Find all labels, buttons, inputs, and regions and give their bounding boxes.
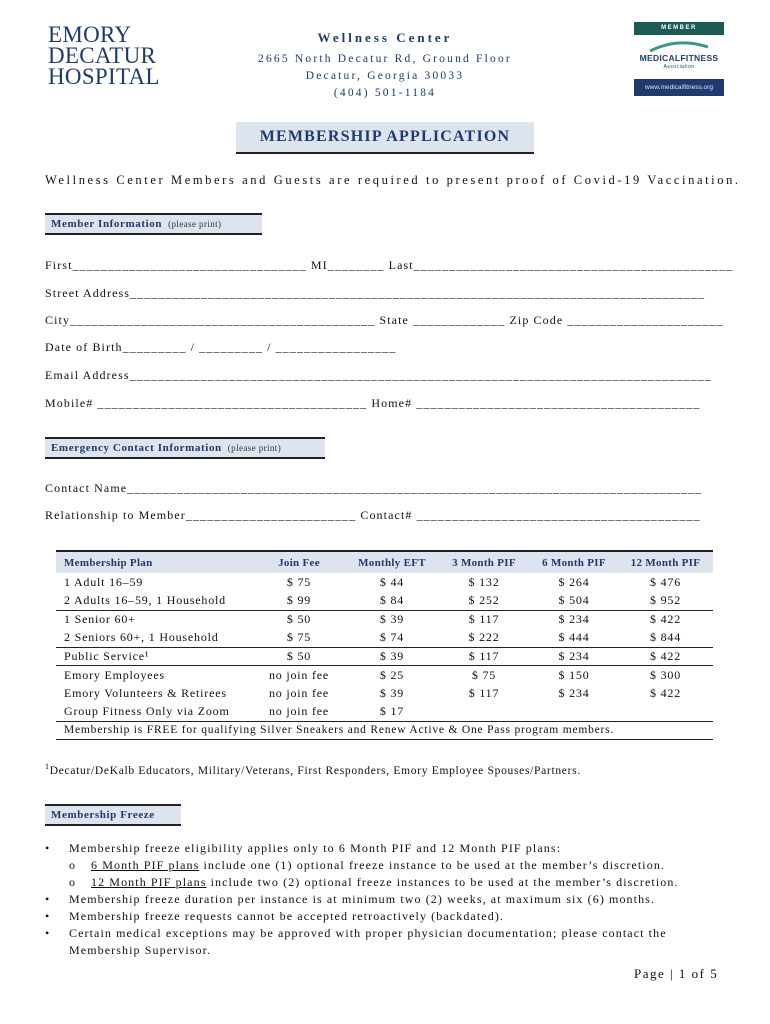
- price-cell: $ 39: [379, 685, 405, 700]
- column-header: Join Fee: [278, 556, 320, 569]
- bullet-icon: •: [45, 892, 51, 906]
- header-phone: (404) 501-1184: [333, 87, 437, 99]
- list-item-text: Membership freeze requests cannot be accepted retroactively (backdated).: [69, 909, 505, 923]
- logo-member-banner: MEMBER: [634, 22, 724, 35]
- header-address-block: [200, 30, 570, 102]
- footnote-mark: 1: [45, 762, 50, 771]
- plan-name-underlined: 12 Month PIF plans: [91, 875, 207, 889]
- circle-bullet-icon: o: [69, 875, 77, 889]
- price-cell: $ 264: [558, 574, 590, 589]
- circle-bullet-icon: o: [69, 858, 77, 872]
- column-header: Membership Plan: [64, 556, 153, 569]
- city-state-zip-field-line[interactable]: City___________________________________________ State _____________ Zip Code ______________________: [45, 313, 724, 327]
- price-cell: $ 234: [558, 612, 590, 626]
- price-cell: $ 39: [379, 612, 405, 626]
- list-item-text: Membership freeze duration per instance is at minimum two (2) weeks, at maximum six (6) months.: [69, 892, 656, 906]
- price-cell: $ 44: [379, 574, 405, 589]
- table-note-row: [56, 721, 713, 740]
- relationship-contact-field-line[interactable]: Relationship to Member________________________ Contact# ________________________________________: [45, 508, 701, 522]
- list-item: [45, 840, 725, 857]
- table-row: [56, 629, 713, 648]
- column-header: Monthly EFT: [358, 556, 426, 569]
- table-row: [56, 666, 713, 685]
- table-header-row: [56, 551, 713, 573]
- price-cell: $ 99: [252, 592, 346, 611]
- price-cell: $ 50: [286, 612, 312, 626]
- price-cell: $ 300: [650, 667, 681, 682]
- section-label-text: Member Information: [51, 218, 163, 230]
- price-cell: $ 422: [618, 647, 713, 666]
- price-cell: $ 117: [438, 647, 530, 666]
- plan-name-cell: 2 Seniors 60+, 1 Household: [56, 629, 252, 648]
- price-cell: $ 444: [530, 629, 618, 648]
- list-item: [45, 908, 725, 925]
- section-member-information: [45, 213, 262, 235]
- price-cell: $ 844: [618, 629, 713, 648]
- list-item: [45, 925, 725, 959]
- price-cell: $ 504: [530, 592, 618, 611]
- phone-field-line[interactable]: Mobile# ______________________________________ Home# ________________________________________: [45, 396, 701, 410]
- price-cell: $ 234: [558, 685, 590, 700]
- price-cell: $ 17: [346, 703, 438, 722]
- sub-item-text: include two (2) optional freeze instances to be used at the member’s discretion.: [206, 875, 679, 889]
- header-address-2: Decatur, Georgia 30033: [305, 70, 465, 82]
- price-cell: $ 75: [286, 574, 312, 589]
- date-of-birth-field-line[interactable]: Date of Birth_________ / _________ / _________________: [45, 340, 397, 354]
- section-hint: (please print): [227, 443, 282, 453]
- plan-name-cell: 1 Adult 16–59: [64, 574, 144, 589]
- price-cell: $ 132: [468, 574, 500, 589]
- plan-name-cell: Public Service¹: [56, 647, 252, 666]
- street-address-field-line[interactable]: Street Address_________________________________________________________________________________: [45, 286, 706, 300]
- plan-name-underlined: 6 Month PIF plans: [91, 858, 200, 872]
- section-emergency-contact: [45, 437, 325, 459]
- header-title: Wellness Center: [317, 30, 453, 45]
- price-cell: $ 476: [650, 574, 681, 589]
- plan-name-cell: Emory Volunteers & Retirees: [64, 685, 227, 700]
- table-row: [56, 684, 713, 703]
- emory-decatur-hospital-logo: [48, 22, 160, 90]
- price-cell: [618, 703, 713, 722]
- list-item-text: Certain medical exceptions may be approved with proper physician documentation; please contact the Membership Supervisor.: [69, 926, 667, 957]
- list-item: [45, 891, 725, 908]
- public-service-footnote: [45, 762, 581, 777]
- price-cell: $ 150: [558, 667, 590, 682]
- price-cell: [530, 703, 618, 722]
- price-cell: $ 422: [650, 612, 681, 626]
- page-title: MEMBERSHIP APPLICATION: [236, 122, 534, 154]
- plan-name-cell: 2 Adults 16–59, 1 Household: [56, 592, 252, 611]
- table-row: [56, 610, 713, 629]
- plan-name-cell: Group Fitness Only via Zoom: [56, 703, 252, 722]
- page-number: Page | 1 of 5: [634, 966, 719, 981]
- footnote-text: Decatur/DeKalb Educators, Military/Veterans, First Responders, Emory Employee Spouses/Partners.: [49, 764, 581, 777]
- plan-name-cell: 1 Senior 60+: [64, 612, 136, 626]
- logo-line-1: EMORY: [48, 22, 132, 47]
- list-item-text: Membership freeze eligibility applies only to 6 Month PIF and 12 Month PIF plans:: [69, 841, 562, 855]
- table-row: [56, 647, 713, 666]
- price-cell: $ 84: [346, 592, 438, 611]
- plan-name-cell: Emory Employees: [64, 667, 165, 682]
- price-cell: $ 75: [471, 667, 497, 682]
- section-label-text: Membership Freeze: [51, 809, 155, 821]
- price-cell: $ 39: [346, 647, 438, 666]
- price-cell: $ 117: [468, 685, 500, 700]
- column-header: 12 Month PIF: [630, 556, 701, 569]
- price-cell: no join fee: [268, 667, 330, 682]
- medical-fitness-logo: [634, 22, 724, 96]
- price-cell: $ 234: [530, 647, 618, 666]
- price-cell: $ 117: [468, 612, 500, 626]
- price-cell: $ 75: [252, 629, 346, 648]
- logo-line-3: HOSPITAL: [48, 64, 160, 90]
- price-cell: $ 50: [252, 647, 346, 666]
- column-header: 6 Month PIF: [542, 556, 606, 569]
- table-row: [56, 703, 713, 722]
- vaccination-notice: Wellness Center Members and Guests are required to present proof of Covid-19 Vaccination.: [45, 173, 741, 187]
- section-label-text: Emergency Contact Information: [51, 442, 222, 454]
- membership-plan-table: [56, 550, 713, 740]
- table-row: [56, 573, 713, 592]
- bullet-icon: •: [45, 926, 51, 940]
- price-cell: no join fee: [252, 703, 346, 722]
- bullet-icon: •: [45, 841, 51, 855]
- price-cell: $ 952: [618, 592, 713, 611]
- header-address-1: 2665 North Decatur Rd, Ground Floor: [258, 53, 512, 65]
- price-cell: [438, 703, 530, 722]
- price-cell: $ 422: [650, 685, 681, 700]
- price-cell: $ 222: [438, 629, 530, 648]
- price-cell: $ 25: [379, 667, 405, 682]
- logo-url: www.medicalfitness.org: [634, 79, 724, 96]
- name-field-line[interactable]: First_________________________________ MI________ Last_____________________________________________: [45, 258, 734, 272]
- price-cell: $ 74: [346, 629, 438, 648]
- free-membership-note: Membership is FREE for qualifying Silver Sneakers and Renew Active & One Pass program members.: [56, 721, 713, 740]
- freeze-policy-list: [45, 840, 725, 959]
- sub-item-text: include one (1) optional freeze instance to be used at the member’s discretion.: [199, 858, 666, 872]
- section-hint: (please print): [168, 219, 222, 229]
- sub-list-item: [45, 857, 725, 874]
- bullet-icon: •: [45, 909, 51, 923]
- table-row: [56, 592, 713, 611]
- price-cell: $ 252: [438, 592, 530, 611]
- logo-sub: Association: [663, 64, 695, 70]
- column-header: 3 Month PIF: [452, 556, 516, 569]
- email-field-line[interactable]: Email Address__________________________________________________________________________________: [45, 368, 712, 382]
- contact-name-field-line[interactable]: Contact Name_________________________________________________________________________________: [45, 481, 703, 495]
- logo-line-2: DECATUR: [48, 43, 157, 69]
- price-cell: no join fee: [268, 685, 330, 700]
- swoosh-icon: [648, 39, 710, 53]
- sub-list-item: [45, 874, 725, 891]
- section-membership-freeze: [45, 804, 181, 826]
- logo-brand: MEDICALFITNESS: [639, 53, 719, 63]
